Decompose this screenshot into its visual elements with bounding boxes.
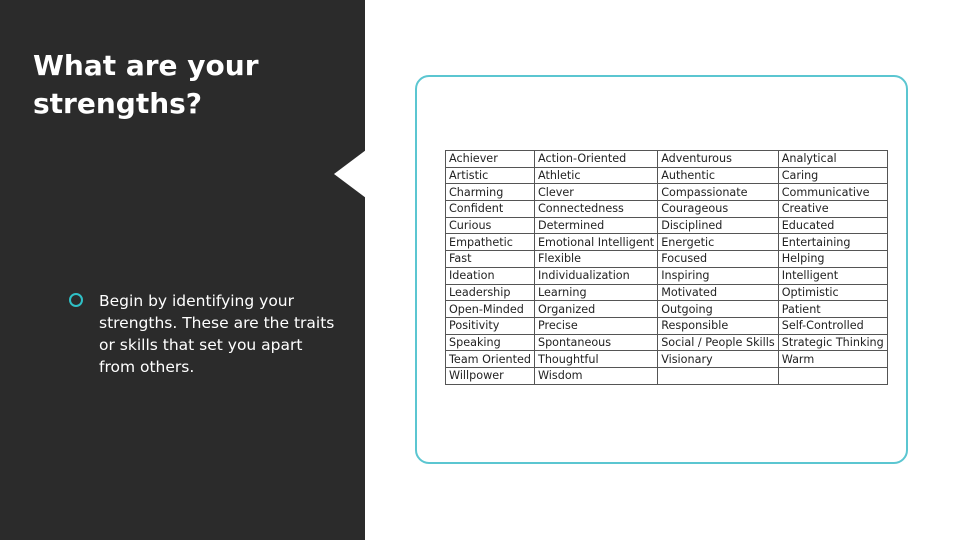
table-cell: Creative (778, 201, 887, 218)
table-row (446, 251, 888, 268)
table-row (446, 317, 888, 334)
table-cell: Outgoing (658, 301, 779, 318)
left-panel (0, 0, 365, 540)
table-cell (658, 367, 779, 384)
table-cell: Educated (778, 217, 887, 234)
table-cell: Individualization (534, 267, 657, 284)
table-cell: Energetic (658, 234, 779, 251)
table-cell: Confident (446, 201, 535, 218)
table-row (446, 234, 888, 251)
table-row (446, 167, 888, 184)
table-cell: Helping (778, 251, 887, 268)
table-cell: Precise (534, 317, 657, 334)
table-cell: Compassionate (658, 184, 779, 201)
table-cell: Leadership (446, 284, 535, 301)
table-cell: Open-Minded (446, 301, 535, 318)
table-cell: Connectedness (534, 201, 657, 218)
table-cell: Entertaining (778, 234, 887, 251)
table-cell: Visionary (658, 351, 779, 368)
table-cell: Artistic (446, 167, 535, 184)
table-cell: Spontaneous (534, 334, 657, 351)
table-cell: Clever (534, 184, 657, 201)
table-cell: Warm (778, 351, 887, 368)
table-cell: Social / People Skills (658, 334, 779, 351)
table-cell: Motivated (658, 284, 779, 301)
table-row (446, 334, 888, 351)
table-cell: Action-Oriented (534, 151, 657, 168)
table-cell: Optimistic (778, 284, 887, 301)
table-row (446, 184, 888, 201)
table-cell: Disciplined (658, 217, 779, 234)
table-row (446, 351, 888, 368)
slide-title: What are your strengths? (33, 49, 259, 120)
table-cell: Courageous (658, 201, 779, 218)
table-cell: Communicative (778, 184, 887, 201)
table-cell: Intelligent (778, 267, 887, 284)
table-cell: Analytical (778, 151, 887, 168)
table-cell (778, 367, 887, 384)
table-cell: Fast (446, 251, 535, 268)
table-cell: Ideation (446, 267, 535, 284)
panel-notch (334, 150, 366, 198)
table-cell: Wisdom (534, 367, 657, 384)
table-cell: Willpower (446, 367, 535, 384)
table-cell: Organized (534, 301, 657, 318)
table-cell: Self-Controlled (778, 317, 887, 334)
bullet-text: Begin by identifying your strengths. These are the traits or skills that set you apart from others. (99, 292, 335, 376)
table-cell: Authentic (658, 167, 779, 184)
table-cell: Charming (446, 184, 535, 201)
table-cell: Flexible (534, 251, 657, 268)
strengths-table-body (446, 151, 888, 385)
table-cell: Thoughtful (534, 351, 657, 368)
table-cell: Inspiring (658, 267, 779, 284)
table-cell: Adventurous (658, 151, 779, 168)
table-row (446, 267, 888, 284)
table-row (446, 367, 888, 384)
table-row (446, 217, 888, 234)
table-row (446, 201, 888, 218)
bullet-circle-icon (69, 293, 83, 307)
table-row (446, 151, 888, 168)
table-row (446, 301, 888, 318)
table-cell: Emotional Intelligent (534, 234, 657, 251)
table-cell: Curious (446, 217, 535, 234)
table-cell: Empathetic (446, 234, 535, 251)
table-cell: Positivity (446, 317, 535, 334)
table-cell: Achiever (446, 151, 535, 168)
table-cell: Strategic Thinking (778, 334, 887, 351)
table-cell: Responsible (658, 317, 779, 334)
table-cell: Learning (534, 284, 657, 301)
strengths-table (445, 150, 888, 385)
table-cell: Determined (534, 217, 657, 234)
table-cell: Athletic (534, 167, 657, 184)
table-row (446, 284, 888, 301)
table-cell: Caring (778, 167, 887, 184)
table-cell: Patient (778, 301, 887, 318)
table-cell: Team Oriented (446, 351, 535, 368)
table-cell: Focused (658, 251, 779, 268)
table-cell: Speaking (446, 334, 535, 351)
